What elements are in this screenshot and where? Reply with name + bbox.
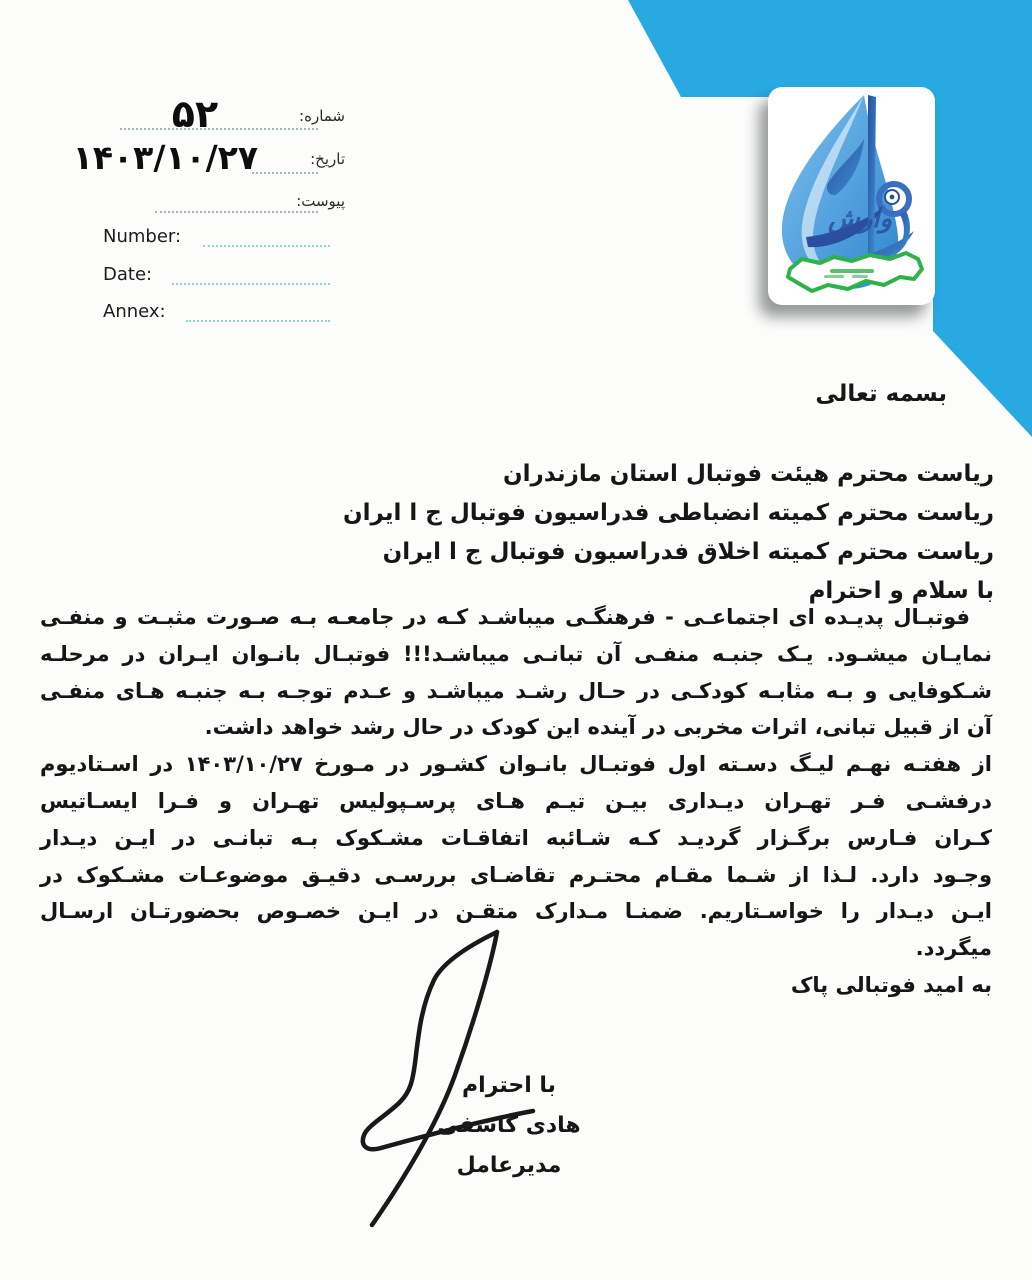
football-pentagon xyxy=(890,195,895,200)
date-dotted-line-fa xyxy=(252,172,318,174)
closing-line: به امید فوتبالی پاک xyxy=(790,972,992,997)
recipient-line: ریاست محترم کمیته اخلاق فدراسیون فوتبال ج ا ایران xyxy=(382,539,994,565)
club-logo-card xyxy=(768,87,935,305)
date-dotted-line-en xyxy=(172,283,330,285)
basmala: بسمه تعالی xyxy=(815,381,947,407)
body-line: نمایـان میشـود. یـک جنبـه منفـی آن تبانـی میباشـد!!! فوتبـال بانـوان ایـران در مرحلـه xyxy=(40,641,992,666)
body-line: ایـن دیـدار را خواسـتاریم. ضمنـا مـدارک متقـن در ایـن خصـوص بحضورتـان ارسـال xyxy=(40,899,992,924)
recipient-line: ریاست محترم هیئت فوتبال استان مازندران xyxy=(502,461,994,487)
body-line: از هفتـه نهـم لیـگ دسـته اول فوتبـال بانـوان کشـور در مـورخ ۱۴۰۳/۱۰/۲۷ در اسـتادیوم xyxy=(40,752,992,777)
logo-wordmark: وارش xyxy=(827,204,893,234)
body-line: میگردد. xyxy=(915,936,992,961)
body-line: کـران فـارس برگـزار گردیـد کـه شـائبه اتفاقـات مشـکوک بـه تبانـی در ایـن دیـدار xyxy=(40,825,992,850)
signature-respect: با احترام xyxy=(462,1073,556,1098)
signatory-title: مدیرعامل xyxy=(456,1153,562,1178)
annex-dotted-line-en xyxy=(186,320,330,322)
signatory-name: هادی کاشفی xyxy=(437,1113,581,1138)
date-label-fa: تاریخ: xyxy=(310,150,345,168)
annex-label-fa: پیوست: xyxy=(296,192,345,210)
handwritten-signature xyxy=(352,918,562,1238)
number-label-fa: شماره: xyxy=(299,107,345,125)
number-label-en: Number: xyxy=(103,226,182,247)
date-label-en: Date: xyxy=(103,264,153,285)
body-line: شـکوفایی و بـه مثابـه کودکـی در حـال رشـد میباشـد و عـدم توجـه بـه جنبـه هـای منفـی xyxy=(40,678,992,703)
number-value: ۵۲ xyxy=(171,92,219,136)
salutation: با سلام و احترام xyxy=(808,578,994,604)
annex-label-en: Annex: xyxy=(103,301,166,322)
recipient-line: ریاست محترم کمیته انضباطی فدراسیون فوتبال ج ا ایران xyxy=(343,500,994,526)
recipients-block xyxy=(60,455,994,611)
number-dotted-line-en xyxy=(203,245,330,247)
annex-dotted-line-fa xyxy=(155,211,318,213)
signature-loop-stroke xyxy=(363,932,533,1149)
body-line: درفشـی فـر تهـران دیـداری بیـن تیـم هـای پرسـپولیس تهـران و فـرا ایسـاتیس xyxy=(40,788,992,813)
varesh-club-logo xyxy=(768,87,935,305)
body-line: وجـود دارد. لـذا از شـما مقـام محتـرم تقاضـای بررسـی دقیـق موضوعـات مشـکوک در xyxy=(40,862,992,887)
body-line: فوتبـال پدیـده ای اجتماعـی - فرهنگـی میباشـد کـه در جامعـه بـه صـورت مثبـت و منفـی xyxy=(40,605,970,629)
body-line: آن از قبیل تبانی، اثرات مخربی در آینده این کودک در حال رشد خواهد داشت. xyxy=(204,715,992,740)
date-value: ۱۴۰۳/۱۰/۲۷ xyxy=(72,138,258,177)
